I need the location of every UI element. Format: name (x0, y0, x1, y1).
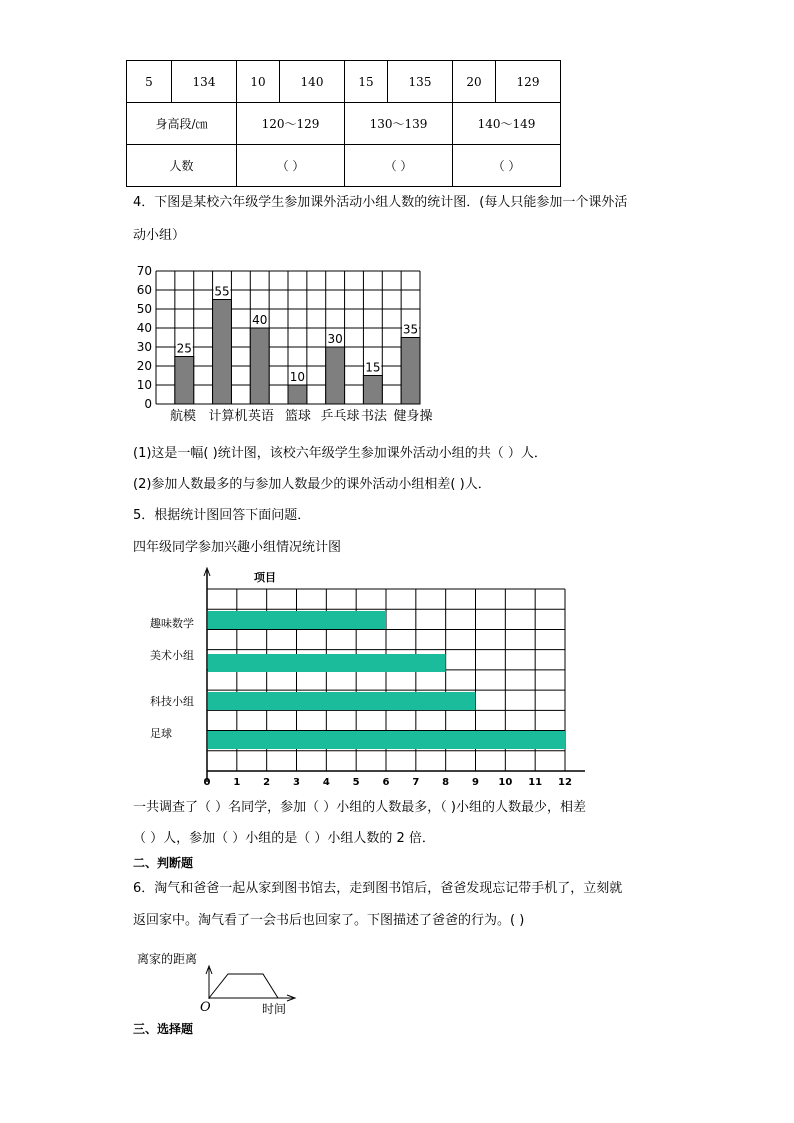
bar (208, 611, 386, 629)
y-tick-label: 40 (136, 321, 152, 335)
table-header-cell: 身高段/㎝ (127, 103, 237, 145)
y-tick-label: 60 (136, 283, 152, 297)
q4-line2: 动小组） (133, 228, 186, 243)
bar (363, 376, 382, 405)
y-tick-label: 70 (136, 264, 152, 278)
category-label: 美术小组 (150, 649, 194, 662)
diagram-x-label: 时间 (262, 1002, 287, 1016)
table-cell: 130～139 (345, 103, 453, 145)
y-tick-label: 20 (136, 359, 152, 373)
table-cell: 135 (388, 61, 453, 103)
table-cell: 140～149 (453, 103, 561, 145)
category-label: 书法 (360, 409, 388, 424)
bar (250, 328, 269, 404)
category-label: 航模 (169, 409, 197, 424)
answer-blank[interactable]: （ ） (345, 145, 453, 187)
bar (208, 692, 476, 710)
y-tick-label: 10 (136, 378, 152, 392)
x-tick-label: 12 (558, 777, 572, 788)
x-tick-label: 2 (263, 777, 271, 788)
x-tick-label: 7 (412, 777, 420, 788)
q4-line1: 4．下图是某校六年级学生参加课外活动小组人数的统计图．(每人只能参加一个课外活 (133, 195, 628, 210)
bar (213, 300, 232, 405)
q4-sub1: (1)这是一幅( )统计图，该校六年级学生参加课外活动小组的共（ ）人． (133, 446, 547, 461)
bar (401, 338, 420, 405)
table-cell: 134 (172, 61, 237, 103)
bar (208, 654, 446, 672)
data-label: 55 (214, 284, 230, 299)
data-label: 10 (289, 370, 306, 384)
table-cell: 140 (280, 61, 345, 103)
table-cell: 20 (453, 61, 496, 103)
q5-line1: 5．根据统计图回答下面问题． (133, 508, 311, 523)
category-label: 科技小组 (150, 695, 194, 708)
y-tick-label: 0 (144, 397, 152, 411)
diagram-y-label: 离家的距离 (137, 952, 198, 966)
x-tick-label: 9 (472, 777, 479, 788)
distance-line (209, 974, 278, 998)
bar (288, 385, 307, 404)
category-label: 健身操 (393, 409, 433, 424)
category-label: 乒乓球 (320, 409, 360, 424)
section-heading: 二、判断题 (133, 856, 194, 870)
data-label: 30 (327, 332, 343, 346)
table-cell: 129 (496, 61, 561, 103)
table-cell: 10 (237, 61, 280, 103)
section-heading: 三、选择题 (133, 1022, 194, 1036)
origin-label: O (200, 1000, 211, 1015)
x-tick-label: 6 (382, 777, 390, 788)
data-label: 25 (176, 341, 192, 356)
x-tick-label: 1 (233, 777, 241, 788)
x-tick-label: 3 (293, 777, 300, 788)
data-label: 35 (402, 322, 419, 337)
category-label: 篮球 (284, 409, 312, 424)
answer-blank[interactable]: （ ） (453, 145, 561, 187)
x-tick-label: 5 (352, 777, 360, 788)
y-tick-label: 30 (136, 340, 152, 354)
x-tick-label: 0 (203, 777, 211, 788)
q4-sub2: (2)参加人数最多的与参加人数最少的课外活动小组相差( )人． (133, 477, 491, 492)
x-tick-label: 8 (442, 777, 450, 788)
category-label: 英语 (247, 409, 275, 424)
x-tick-label: 4 (322, 777, 330, 788)
bar (208, 731, 565, 749)
q5-text1: 一共调查了（ ）名同学，参加（ ）小组的人数最多，（ )小组的人数最少，相差 (133, 800, 586, 815)
q6-line1: 6．淘气和爸爸一起从家到图书馆去，走到图书馆后，爸爸发现忘记带手机了，立刻就 (133, 881, 623, 896)
table-header-cell: 人数 (127, 145, 237, 187)
table-cell: 15 (345, 61, 388, 103)
data-label: 15 (365, 360, 381, 375)
q5-text2: （ ）人，参加（ ）小组的是（ ）小组人数的 2 倍． (133, 831, 435, 846)
y-axis-title: 项目 (254, 571, 276, 584)
table-cell: 5 (127, 61, 172, 103)
bar (175, 357, 194, 405)
data-label: 40 (252, 313, 268, 327)
q6-line2: 返回家中。淘气看了一会书后也回家了。下图描述了爸爸的行为。( ) (133, 913, 525, 928)
bar (326, 347, 345, 404)
category-label: 计算机 (208, 409, 248, 424)
answer-blank[interactable]: （ ） (237, 145, 345, 187)
table-cell: 120～129 (237, 103, 345, 145)
category-label: 趣味数学 (150, 617, 194, 630)
y-tick-label: 50 (136, 302, 152, 316)
q5-chart-title: 四年级同学参加兴趣小组情况统计图 (133, 540, 342, 555)
x-tick-label: 11 (528, 777, 543, 788)
x-tick-label: 10 (498, 777, 513, 788)
category-label: 足球 (150, 727, 172, 740)
